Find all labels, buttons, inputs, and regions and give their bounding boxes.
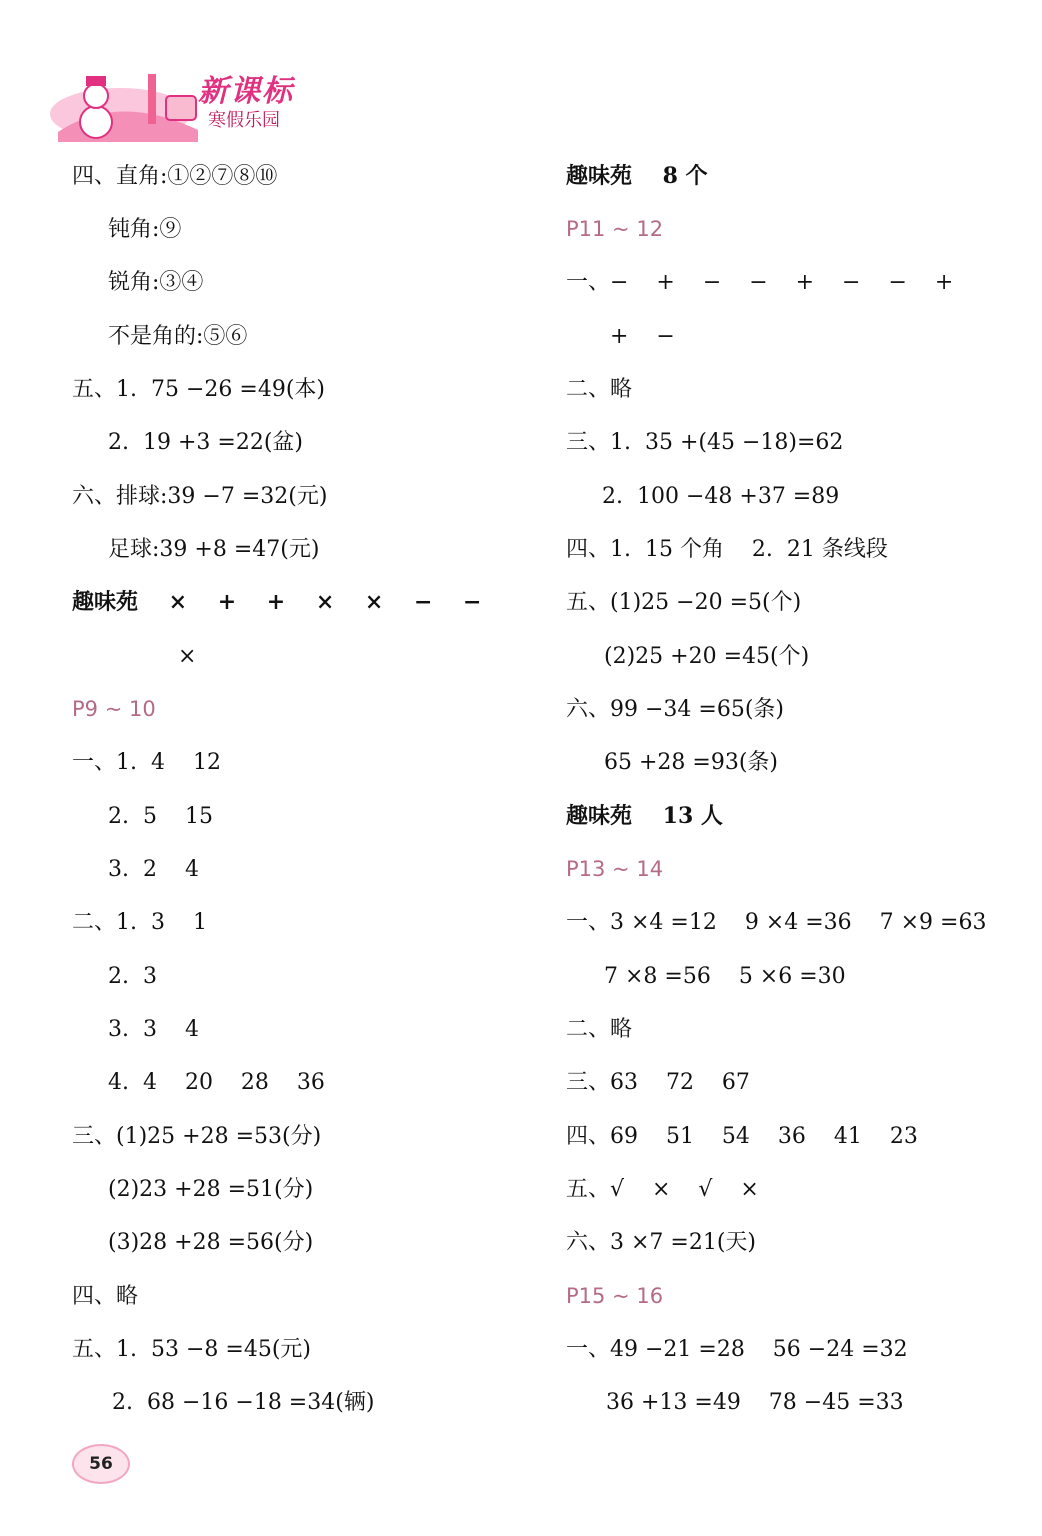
page-range-heading: P11 ~ 12 <box>566 217 664 241</box>
fun-section-line: 趣味苑 13 人 <box>566 803 723 829</box>
answer-line: 2. 5 15 <box>108 804 213 829</box>
answer-line: 五、1. 75 −26 =49(本) <box>72 377 325 402</box>
answer-line: 六、99 −34 =65(条) <box>566 697 785 722</box>
fun-section-line: 趣味苑 × + + × × − − <box>72 589 482 615</box>
page-range-heading: P13 ~ 14 <box>566 857 664 881</box>
answer-line: 36 +13 =49 78 −45 =33 <box>606 1390 904 1415</box>
answer-line: 二、1. 3 1 <box>72 910 207 935</box>
answer-line: 2. 3 <box>108 964 157 989</box>
page-range-heading: P15 ~ 16 <box>566 1284 664 1308</box>
answer-line: 钝角:⑨ <box>108 217 182 242</box>
answer-line: 一、− + − − + − − + <box>566 270 954 295</box>
answer-line: 五、1. 53 −8 =45(元) <box>72 1337 311 1362</box>
answer-line: × <box>178 644 197 669</box>
answer-line: 四、1. 15 个角 2. 21 条线段 <box>566 537 888 562</box>
page-range-heading: P9 ~ 10 <box>72 697 156 721</box>
answer-line: 二、略 <box>566 1017 633 1042</box>
answer-line: 一、1. 4 12 <box>72 750 221 775</box>
answer-line: 三、63 72 67 <box>566 1070 750 1095</box>
answer-line: 四、直角:①②⑦⑧⑩ <box>72 164 278 189</box>
page-number-badge: 56 <box>72 1444 130 1484</box>
answer-line: 足球:39 +8 =47(元) <box>108 537 320 562</box>
answer-line: 六、3 ×7 =21(天) <box>566 1230 757 1255</box>
answer-line: (3)28 +28 =56(分) <box>108 1230 314 1255</box>
answer-line: 2. 19 +3 =22(盆) <box>108 430 303 455</box>
answer-line: 四、69 51 54 36 41 23 <box>566 1124 918 1149</box>
answer-line: 三、(1)25 +28 =53(分) <box>72 1124 322 1149</box>
answer-line: 不是角的:⑤⑥ <box>108 324 248 349</box>
answer-line: + − <box>610 324 675 349</box>
answer-line: 2. 68 −16 −18 =34(辆) <box>112 1390 375 1415</box>
answer-line: 一、3 ×4 =12 9 ×4 =36 7 ×9 =63 <box>566 910 987 935</box>
answer-line: 五、(1)25 −20 =5(个) <box>566 590 802 615</box>
answer-line: 一、49 −21 =28 56 −24 =32 <box>566 1337 908 1362</box>
answer-line: 四、略 <box>72 1284 139 1309</box>
header-banner <box>48 52 328 144</box>
answer-line: 二、略 <box>566 377 633 402</box>
answer-line: 3. 3 4 <box>108 1017 199 1042</box>
brand-subtitle: 寒假乐园 <box>208 110 280 131</box>
answer-line: 4. 4 20 28 36 <box>108 1070 325 1095</box>
answer-line: 五、√ × √ × <box>566 1177 759 1202</box>
fun-section-line: 趣味苑 8 个 <box>566 163 708 189</box>
answer-line: 7 ×8 =56 5 ×6 =30 <box>604 964 846 989</box>
answer-line: 锐角:③④ <box>108 270 204 295</box>
answer-line: 六、排球:39 −7 =32(元) <box>72 484 328 509</box>
answer-line: (2)25 +20 =45(个) <box>604 644 810 669</box>
answer-line: 3. 2 4 <box>108 857 199 882</box>
answer-line: 三、1. 35 +(45 −18)=62 <box>566 430 844 455</box>
answer-line: 2. 100 −48 +37 =89 <box>602 484 840 509</box>
answer-line: 65 +28 =93(条) <box>604 750 779 775</box>
brand-title: 新课标 <box>198 74 294 109</box>
answer-line: (2)23 +28 =51(分) <box>108 1177 314 1202</box>
